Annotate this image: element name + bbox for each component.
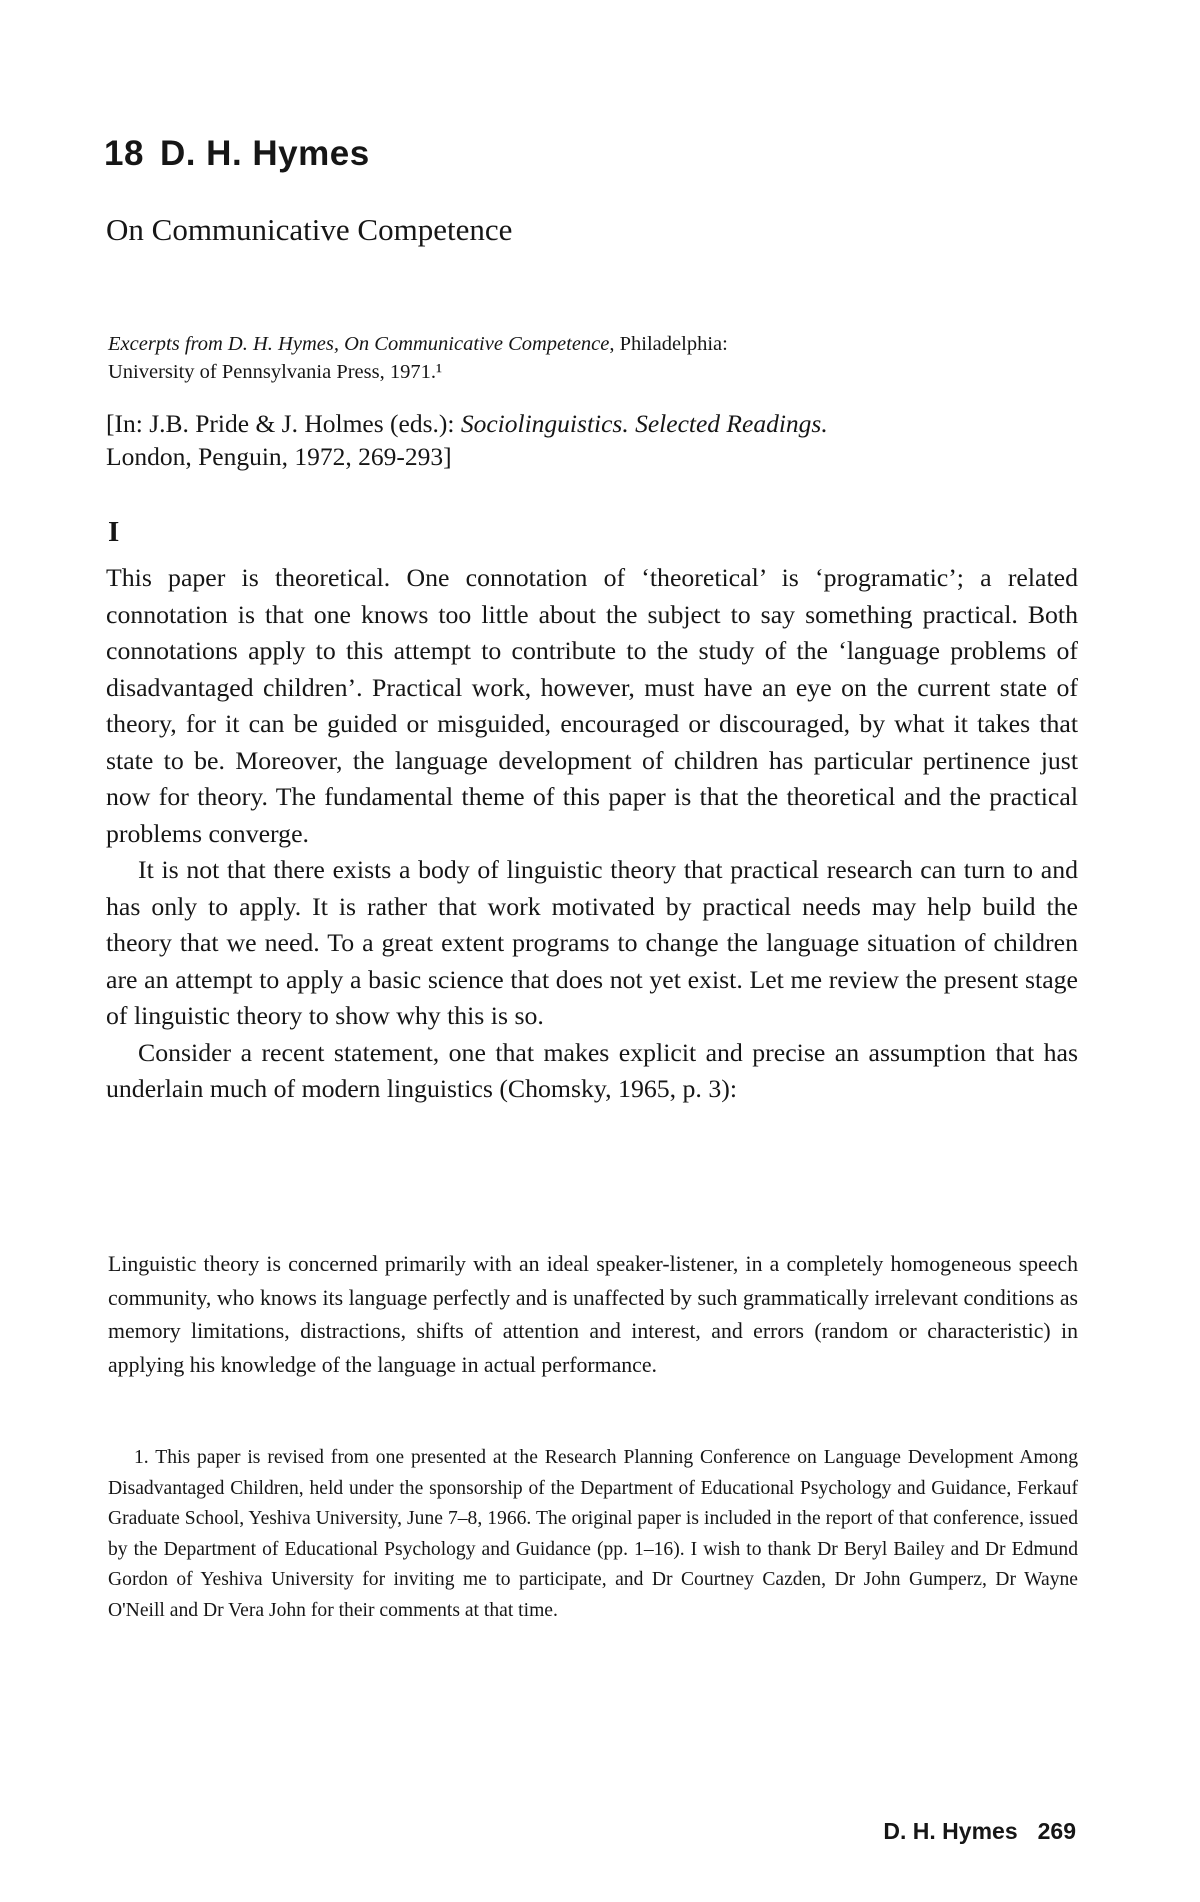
paragraph: Consider a recent statement, one that makes explicit and precise an assumption that has underlain much of modern linguistics (Chomsky, 1965, p. 3):	[106, 1037, 1078, 1103]
block-quote: Linguistic theory is concerned primarily with an ideal speaker-listener, in a completely homogeneous speech community, who knows its language perfectly and is unaffected by such grammatically irrelevant conditions as memory limitations, distractions, shifts of attention and interest, and errors (random or characteristic) in applying his knowledge of the language in actual performance.	[108, 1252, 1078, 1377]
source-line-1	[108, 330, 998, 358]
chapter-author: D. H. Hymes	[159, 134, 370, 173]
citation-prefix: [In: J.B. Pride & J. Holmes (eds.):	[106, 409, 461, 438]
source-line-2: University of Pennsylvania Press, 1971.¹	[108, 361, 443, 383]
footnote: 1. This paper is revised from one presented at the Research Planning Conference on Language Development Among Disadvantaged Children, held under the sponsorship of the Department of Educational Psychology and Guidance, Ferkauf Graduate School, Yeshiva University, June 7–8, 1966. The original paper is included in the report of that conference, issued by the Department of Educational Psychology and Guidance (pp. 1–16). I wish to thank Dr Beryl Bailey and Dr Edmund Gordon of Yeshiva University for inviting me to participate, and Dr Courtney Cazden, Dr John Gumperz, Dr Wayne O'Neill and Dr Vera John for their comments at that time.	[108, 1447, 1078, 1621]
source-title: On Communicative Competence	[344, 333, 610, 355]
running-footer	[883, 1818, 1076, 1845]
paragraph: It is not that there exists a body of linguistic theory that practical research can turn to and has only to apply. It is rather that work motivated by practical needs may help build the theory that we need. To a great extent programs to change the language situation of children are an attempt to apply a basic science that does not yet exist. Let me review the present stage of linguistic theory to show why this is so.	[106, 855, 1078, 1030]
citation-note	[106, 407, 1006, 473]
citation-title: Sociolinguistics. Selected Readings.	[460, 409, 828, 438]
page-number: 269	[1037, 1818, 1076, 1844]
footer-author: D. H. Hymes	[883, 1818, 1018, 1844]
section-number: I	[108, 516, 120, 548]
chapter-heading	[104, 134, 370, 174]
source-note	[108, 330, 998, 386]
citation-line-2: London, Penguin, 1972, 269-293]	[106, 442, 452, 471]
citation-line-1	[106, 407, 1006, 440]
source-suffix: , Philadelphia:	[609, 333, 728, 355]
body-text	[106, 560, 1078, 1108]
chapter-subtitle: On Communicative Competence	[106, 212, 513, 247]
source-prefix: Excerpts from D. H. Hymes,	[108, 333, 345, 355]
chapter-number: 18	[104, 134, 144, 173]
paragraph: This paper is theoretical. One connotation of ‘theoretical’ is ‘programatic’; a related connotation is that one knows too little about the subject to say something practical. Both connotations apply to this attempt to contribute to the study of the ‘language problems of disadvantaged children’. Practical work, however, must have an eye on the current state of theory, for it can be guided or misguided, encouraged or discouraged, by what it takes that state to be. Moreover, the language development of children has particular pertinence just now for theory. The fundamental theme of this paper is that the theoretical and the practical problems converge.	[106, 563, 1078, 848]
